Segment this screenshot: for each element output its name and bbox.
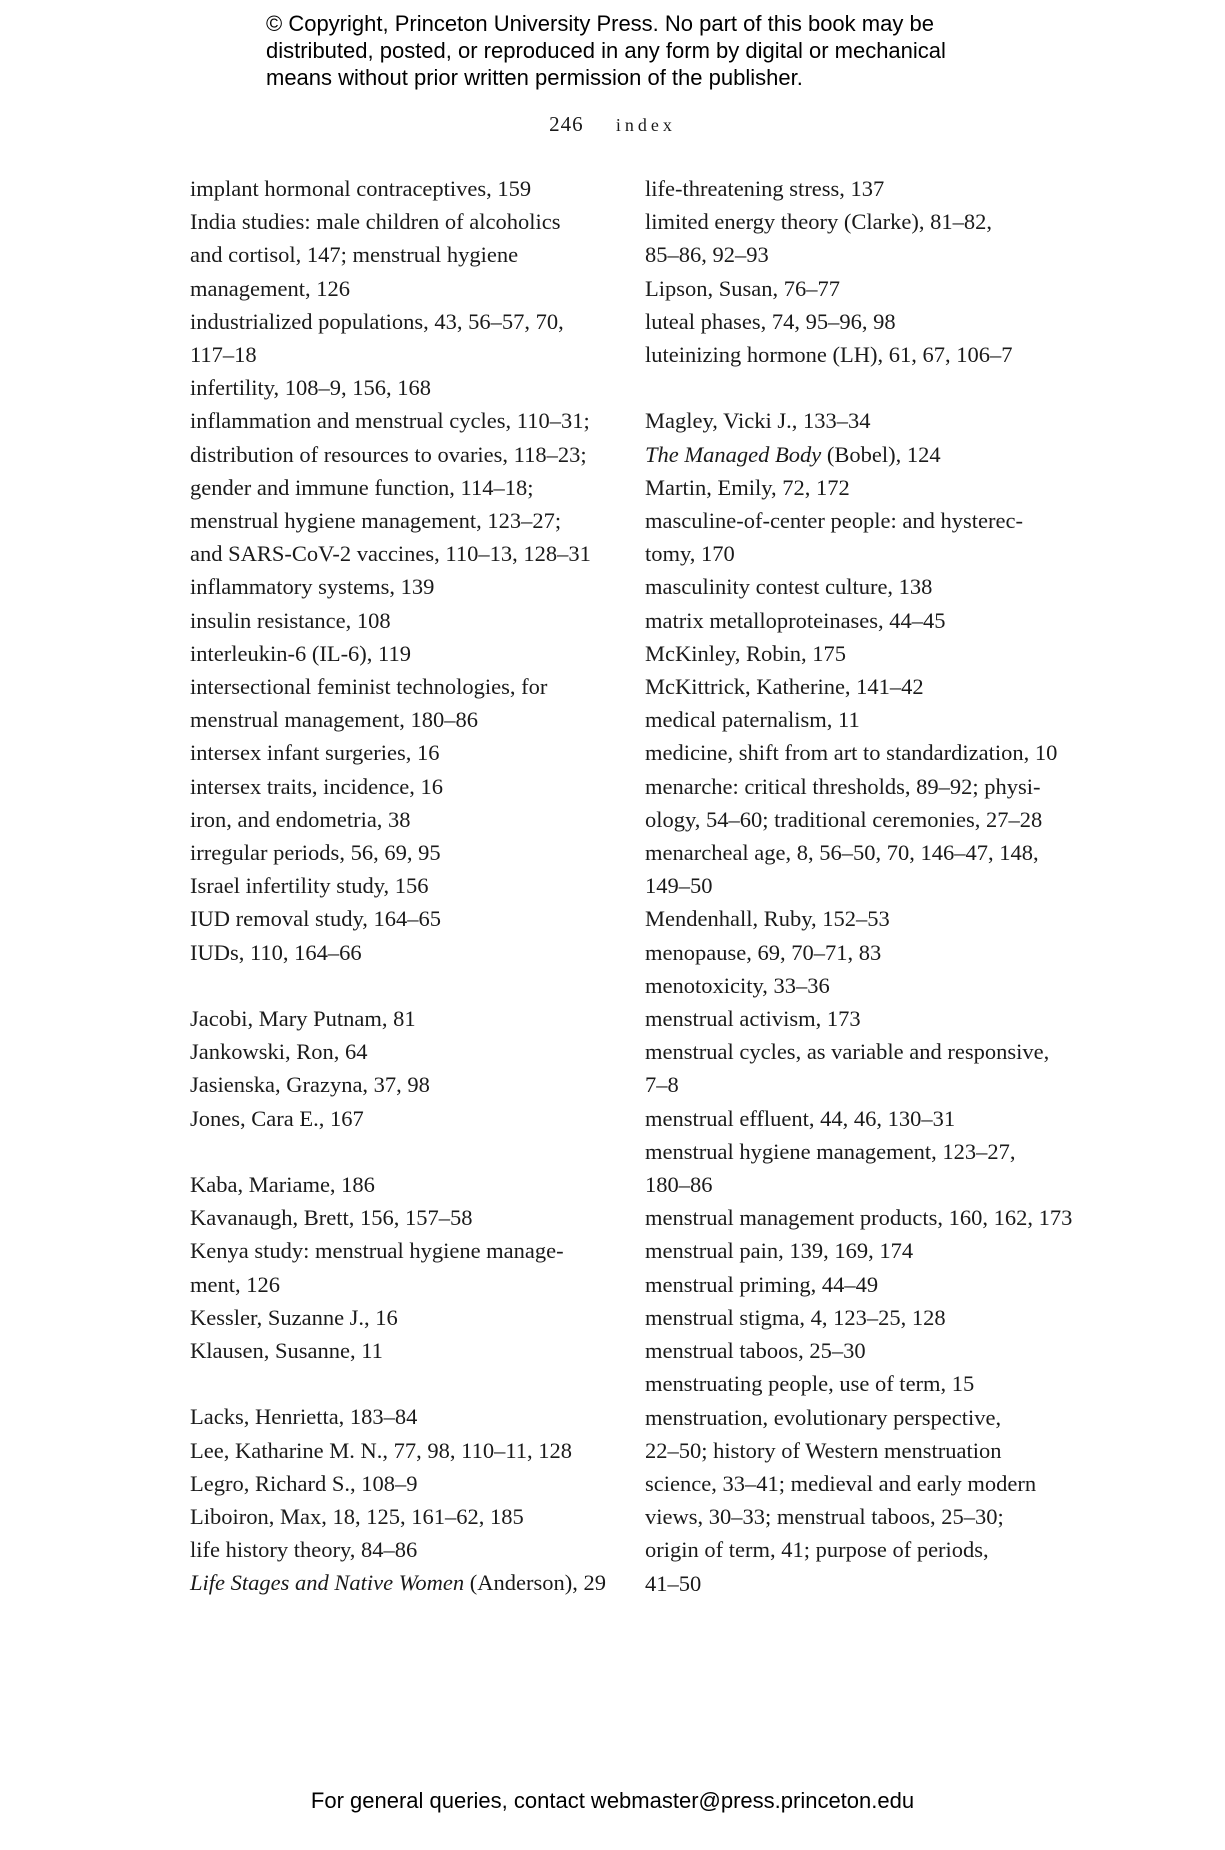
index-entry xyxy=(190,1334,610,1367)
entry-line: 180–86 xyxy=(645,1172,713,1198)
entry-line: inflammation and menstrual cycles, 110–31; xyxy=(190,408,590,434)
copyright-line: distributed, posted, or reproduced in any form by digital or mechanical xyxy=(266,38,946,63)
entry-line: distribution of resources to ovaries, 118–23; xyxy=(190,441,587,467)
entry-line: 117–18 xyxy=(190,342,257,368)
index-entry xyxy=(190,803,610,836)
index-entry xyxy=(190,1068,610,1101)
section-gap xyxy=(645,371,1065,404)
entry-line: inflammatory systems, 139 xyxy=(190,574,435,600)
entry-line: masculine-of-center people: and hysterec- xyxy=(645,508,1023,534)
entry-line: Israel infertility study, 156 xyxy=(190,873,429,899)
entry-line: Kessler, Suzanne J., 16 xyxy=(190,1304,398,1330)
index-entry xyxy=(645,504,1065,570)
index-entry xyxy=(190,637,610,670)
index-entry xyxy=(645,1301,1065,1334)
entry-line: Klausen, Susanne, 11 xyxy=(190,1338,383,1364)
entry-line: matrix metalloproteinases, 44–45 xyxy=(645,607,946,633)
index-entry xyxy=(645,1401,1065,1600)
entry-line: medical paternalism, 11 xyxy=(645,707,860,733)
entry-line: 7–8 xyxy=(645,1072,679,1098)
index-entry xyxy=(645,836,1065,902)
entry-line: ment, 126 xyxy=(190,1271,280,1297)
entry-line: Legro, Richard S., 108–9 xyxy=(190,1470,418,1496)
entry-line: Lipson, Susan, 76–77 xyxy=(645,275,841,301)
index-entry xyxy=(645,1002,1065,1035)
entry-line: Jankowski, Ron, 64 xyxy=(190,1039,368,1065)
entry-line: life-threatening stress, 137 xyxy=(645,176,885,201)
index-entry xyxy=(645,205,1065,271)
entry-line: luteal phases, 74, 95–96, 98 xyxy=(645,308,896,334)
entry-title-italic: The Managed Body xyxy=(645,441,822,467)
entry-line: menstrual effluent, 44, 46, 130–31 xyxy=(645,1105,956,1131)
entry-line: Kavanaugh, Brett, 156, 157–58 xyxy=(190,1205,473,1231)
index-entry xyxy=(190,172,610,205)
entry-line: and cortisol, 147; menstrual hygiene xyxy=(190,242,519,268)
entry-line: and SARS-CoV-2 vaccines, 110–13, 128–31 xyxy=(190,541,591,567)
index-entry xyxy=(645,969,1065,1002)
entry-line: menstrual management products, 160, 162, 173 xyxy=(645,1205,1073,1231)
entry-line: medicine, shift from art to standardization, 10 xyxy=(645,740,1058,766)
index-entry xyxy=(190,1102,610,1135)
entry-line: management, 126 xyxy=(190,275,350,301)
index-entry xyxy=(645,172,1065,205)
index-entry xyxy=(190,604,610,637)
index-column-left xyxy=(190,172,610,1600)
index-entry xyxy=(645,703,1065,736)
entry-line: menstruating people, use of term, 15 xyxy=(645,1371,975,1397)
entry-line: origin of term, 41; purpose of periods, xyxy=(645,1537,989,1563)
entry-line: insulin resistance, 108 xyxy=(190,607,391,633)
entry-line: iron, and endometria, 38 xyxy=(190,806,411,832)
index-entry xyxy=(645,1035,1065,1101)
index-entry xyxy=(190,1533,610,1566)
index-entry xyxy=(190,1434,610,1467)
entry-line: masculinity contest culture, 138 xyxy=(645,574,933,600)
entry-line: Kaba, Mariame, 186 xyxy=(190,1172,375,1198)
entry-line: McKinley, Robin, 175 xyxy=(645,640,847,666)
copyright-line: means without prior written permission of the publisher. xyxy=(266,65,803,90)
entry-line: tomy, 170 xyxy=(645,541,735,567)
section-gap xyxy=(190,969,610,1002)
entry-line: ology, 54–60; traditional ceremonies, 27–28 xyxy=(645,806,1043,832)
index-entry xyxy=(645,338,1065,371)
index-entry xyxy=(645,1135,1065,1201)
entry-line: IUD removal study, 164–65 xyxy=(190,906,442,932)
index-entry xyxy=(645,471,1065,504)
entry-line: irregular periods, 56, 69, 95 xyxy=(190,840,441,866)
index-entry xyxy=(190,371,610,404)
index-entry xyxy=(190,869,610,902)
entry-line: Mendenhall, Ruby, 152–53 xyxy=(645,906,890,932)
index-entry xyxy=(645,936,1065,969)
index-entry xyxy=(190,404,610,570)
index-entry xyxy=(645,604,1065,637)
entry-line: Liboiron, Max, 18, 125, 161–62, 185 xyxy=(190,1504,524,1530)
index-entry xyxy=(190,1566,610,1599)
index-entry xyxy=(645,736,1065,769)
entry-line: limited energy theory (Clarke), 81–82, xyxy=(645,209,992,235)
entry-line: Martin, Emily, 72, 172 xyxy=(645,474,850,500)
entry-line: industrialized populations, 43, 56–57, 70, xyxy=(190,308,564,334)
index-entry xyxy=(190,1035,610,1068)
entry-line: menstrual taboos, 25–30 xyxy=(645,1338,866,1364)
entry-title-italic: Life Stages and Native Women xyxy=(190,1570,465,1596)
copyright-notice xyxy=(266,10,1026,91)
entry-line: menstrual hygiene management, 123–27, xyxy=(645,1138,1016,1164)
copyright-line: © Copyright, Princeton University Press. No part of this book may be xyxy=(266,11,934,36)
index-entry xyxy=(645,272,1065,305)
index-entry xyxy=(190,205,610,305)
index-entry xyxy=(190,736,610,769)
index-entry xyxy=(645,1201,1073,1234)
entry-line: Lacks, Henrietta, 183–84 xyxy=(190,1404,418,1430)
footer-contact: For general queries, contact webmaster@press.princeton.edu xyxy=(310,1788,915,1813)
entry-line: science, 33–41; medieval and early modern xyxy=(645,1470,1037,1496)
index-entry xyxy=(190,1301,610,1334)
entry-line: intersex traits, incidence, 16 xyxy=(190,773,444,799)
entry-line: intersex infant surgeries, 16 xyxy=(190,740,440,766)
index-entry xyxy=(645,670,1065,703)
entry-line: menstrual cycles, as variable and responsive, xyxy=(645,1039,1050,1065)
index-entry xyxy=(645,1102,1065,1135)
entry-line: Magley, Vicki J., 133–34 xyxy=(645,408,871,434)
entry-line: India studies: male children of alcoholics xyxy=(190,209,561,235)
entry-line: 85–86, 92–93 xyxy=(645,242,769,268)
page-title: index xyxy=(615,115,676,135)
index-entry xyxy=(645,404,1065,437)
entry-line: life history theory, 84–86 xyxy=(190,1537,418,1563)
index-entry xyxy=(190,1002,610,1035)
entry-line: Jones, Cara E., 167 xyxy=(190,1105,364,1131)
index-entry xyxy=(190,670,610,736)
index-entry xyxy=(645,438,1065,471)
index-entry xyxy=(645,1268,1065,1301)
section-gap xyxy=(190,1135,610,1168)
entry-line: menarcheal age, 8, 56–50, 70, 146–47, 148, xyxy=(645,840,1039,866)
entry-line: menstrual stigma, 4, 123–25, 128 xyxy=(645,1304,946,1330)
running-head xyxy=(0,112,1225,137)
entry-line: Lee, Katharine M. N., 77, 98, 110–11, 128 xyxy=(190,1437,573,1463)
entry-line: intersectional feminist technologies, for xyxy=(190,674,548,700)
entry-line: menstruation, evolutionary perspective, xyxy=(645,1404,1002,1430)
index-entry xyxy=(645,1367,1065,1400)
index-entry xyxy=(645,637,1065,670)
index-entry xyxy=(190,1500,610,1533)
index-entry xyxy=(645,1334,1065,1367)
entry-line: views, 30–33; menstrual taboos, 25–30; xyxy=(645,1504,1004,1530)
index-entry xyxy=(190,1168,610,1201)
index-entry xyxy=(190,1400,610,1433)
index-entry xyxy=(190,902,610,935)
entry-text: (Anderson), 29 xyxy=(464,1570,607,1596)
index-entry xyxy=(190,836,610,869)
index-entry xyxy=(645,1234,1065,1267)
index-entry xyxy=(645,902,1065,935)
section-gap xyxy=(190,1367,610,1400)
entry-line: IUDs, 110, 164–66 xyxy=(190,939,362,965)
index-column-right xyxy=(645,172,1073,1600)
entry-line: luteinizing hormone (LH), 61, 67, 106–7 xyxy=(645,342,1013,368)
index-entry xyxy=(190,1467,610,1500)
index-entry xyxy=(645,770,1065,836)
index-entry xyxy=(190,936,610,969)
index-entry xyxy=(190,1234,610,1300)
page-number: 246 xyxy=(549,112,584,136)
entry-text: (Bobel), 124 xyxy=(821,441,941,467)
index-entry xyxy=(645,305,1065,338)
entry-line: Jacobi, Mary Putnam, 81 xyxy=(190,1006,416,1032)
index-entry xyxy=(190,1201,610,1234)
index-entry xyxy=(645,570,1065,603)
entry-line: 22–50; history of Western menstruation xyxy=(645,1437,1002,1463)
entry-line: interleukin-6 (IL-6), 119 xyxy=(190,640,411,666)
entry-line: menstrual pain, 139, 169, 174 xyxy=(645,1238,914,1264)
index-entry xyxy=(190,570,610,603)
entry-line: menotoxicity, 33–36 xyxy=(645,972,830,998)
entry-line: menarche: critical thresholds, 89–92; physi- xyxy=(645,773,1041,799)
entry-line: menstrual priming, 44–49 xyxy=(645,1271,879,1297)
entry-line: implant hormonal contraceptives, 159 xyxy=(190,176,532,201)
entry-line: menstrual hygiene management, 123–27; xyxy=(190,508,562,534)
entry-line: McKittrick, Katherine, 141–42 xyxy=(645,674,924,700)
entry-line: menopause, 69, 70–71, 83 xyxy=(645,939,882,965)
entry-line: Kenya study: menstrual hygiene manage- xyxy=(190,1238,564,1264)
entry-line: 41–50 xyxy=(645,1570,702,1596)
entry-line: Jasienska, Grazyna, 37, 98 xyxy=(190,1072,430,1098)
entry-line: gender and immune function, 114–18; xyxy=(190,474,534,500)
index-entry xyxy=(190,770,610,803)
entry-line: 149–50 xyxy=(645,873,713,899)
index-entry xyxy=(190,305,610,371)
entry-line: infertility, 108–9, 156, 168 xyxy=(190,375,432,401)
entry-line: menstrual management, 180–86 xyxy=(190,707,479,733)
entry-line: menstrual activism, 173 xyxy=(645,1006,861,1032)
